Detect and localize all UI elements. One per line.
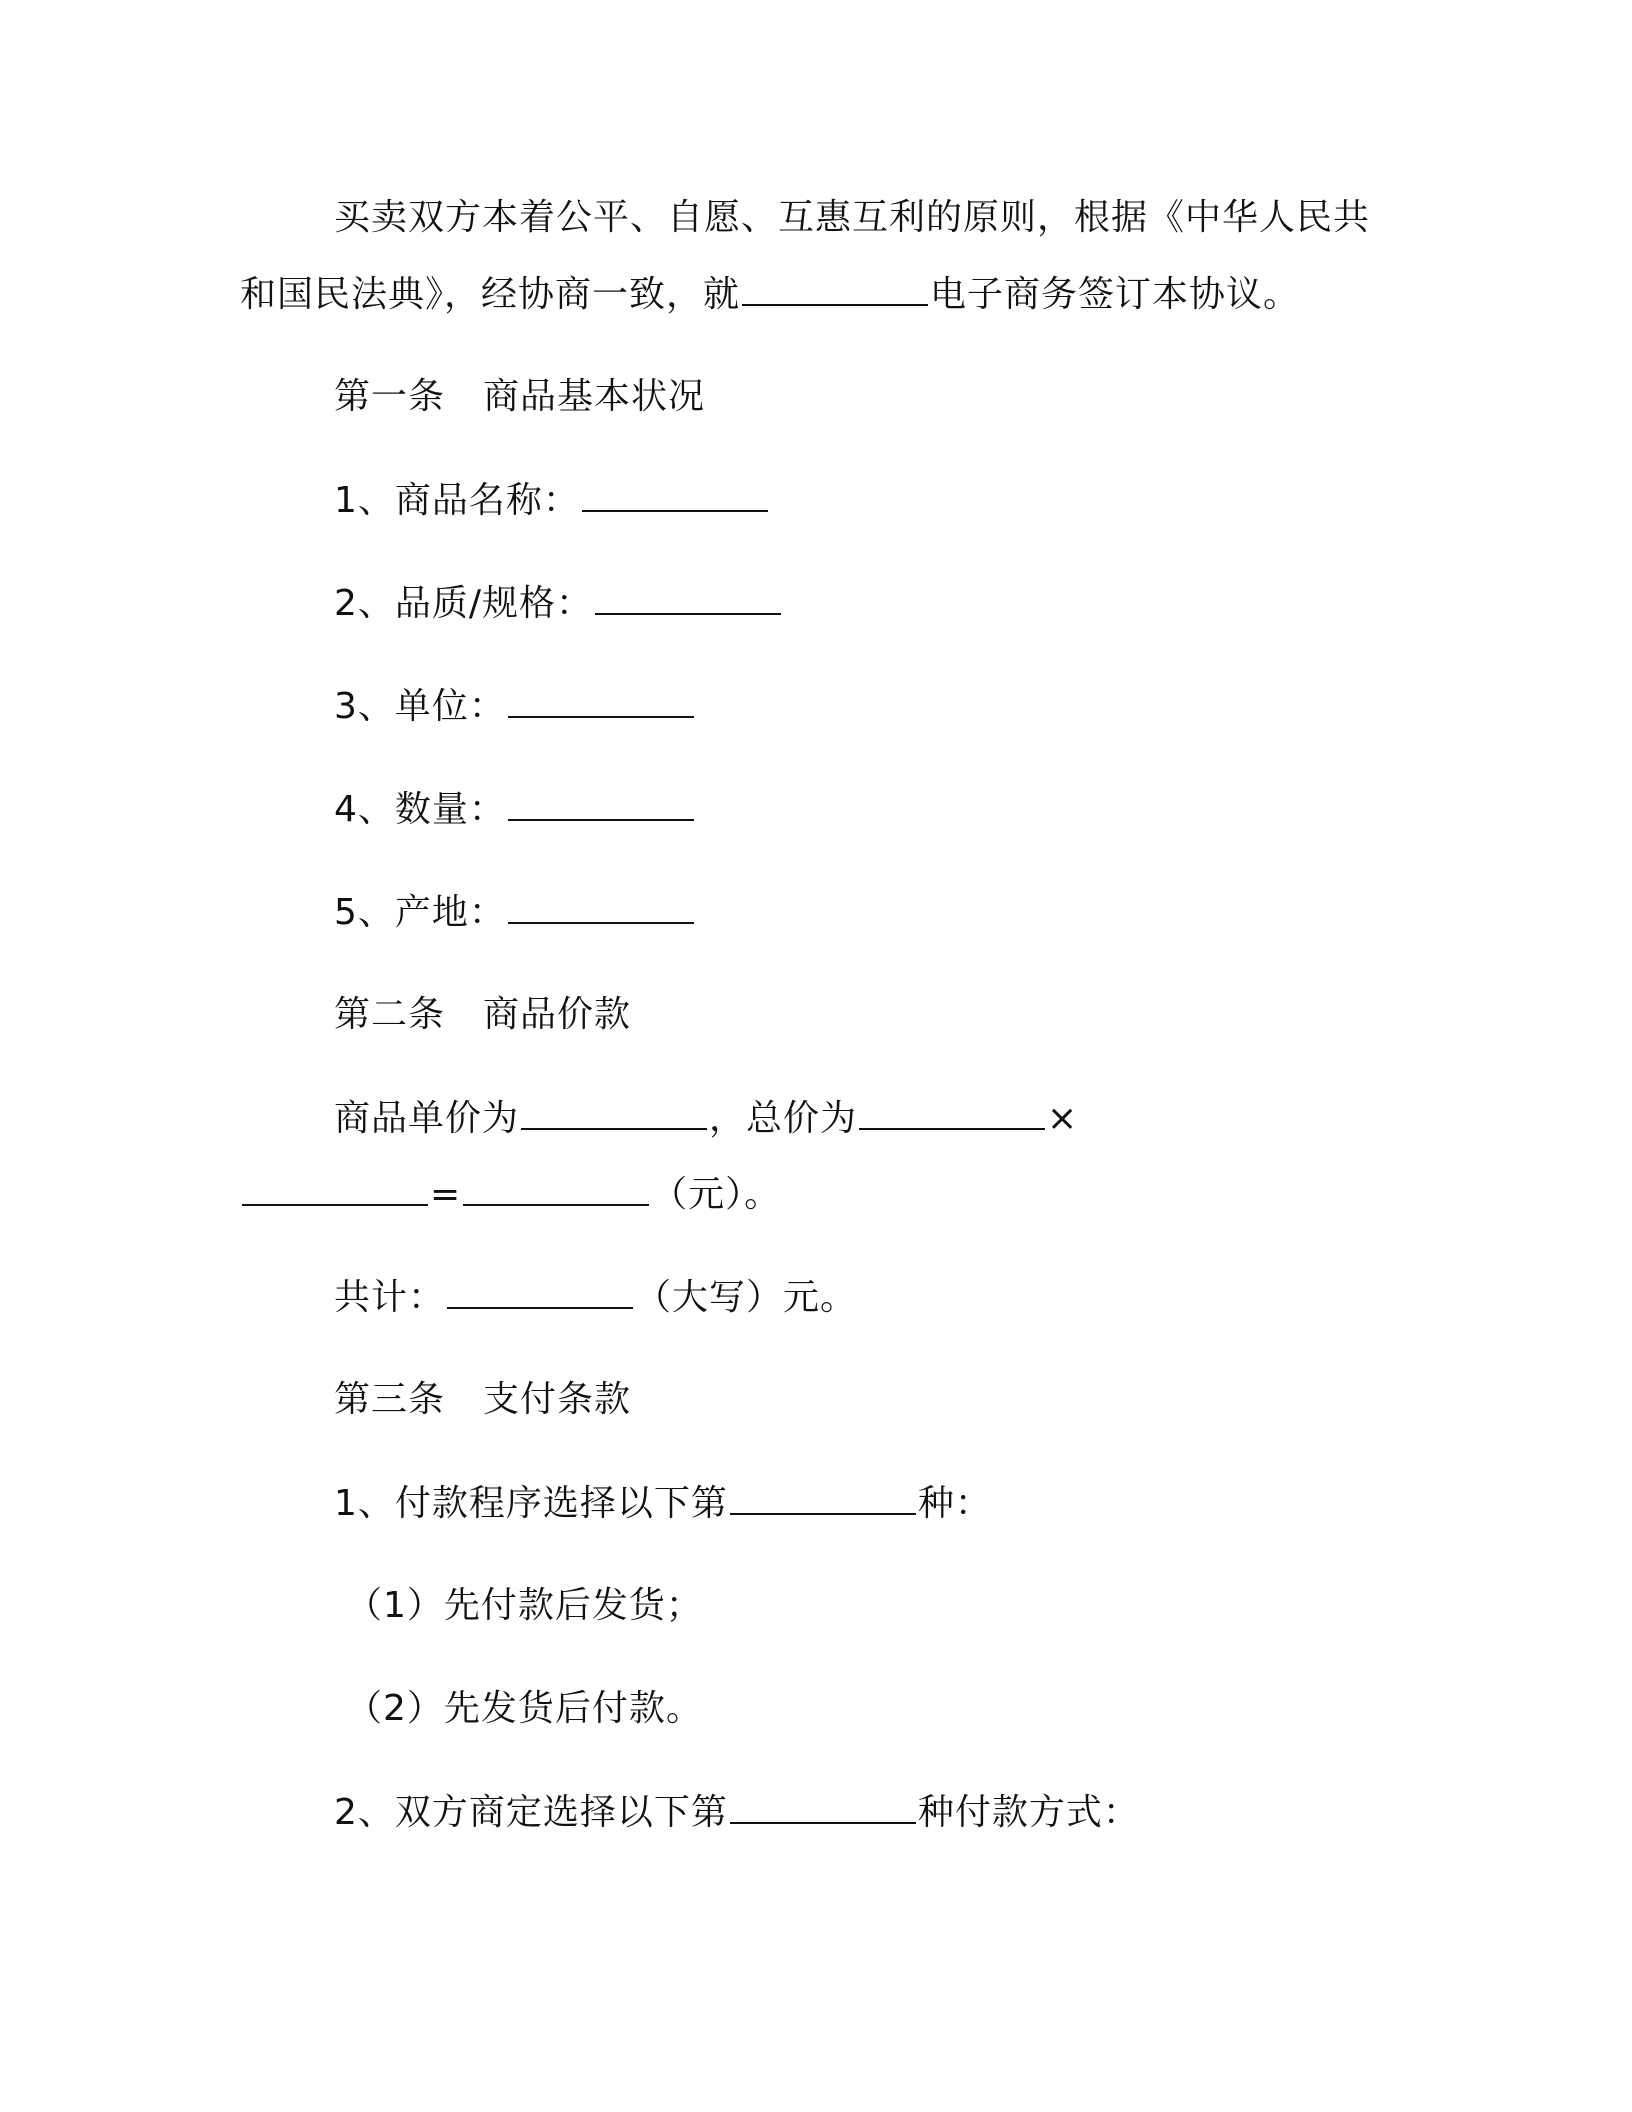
option-1-text: （1）先付款后发货； <box>346 1585 703 1626</box>
payment-procedure-label: 1、付款程序选择以下第 <box>334 1483 728 1524</box>
payment-method-line <box>334 1788 1140 1837</box>
total-price-blank-b[interactable] <box>242 1170 428 1206</box>
subject-blank[interactable] <box>742 270 928 306</box>
item-label-product-name: 1、商品名称： <box>334 480 580 521</box>
unit-blank[interactable] <box>508 682 694 718</box>
article-3-title: 支付条款 <box>483 1379 632 1420</box>
origin-blank[interactable] <box>508 888 694 924</box>
article-1-item-1 <box>334 476 770 525</box>
times-sign: × <box>1047 1098 1079 1139</box>
intro-text-2-pre: 和国民法典》，经协商一致，就 <box>240 274 741 315</box>
price-line-2 <box>240 1170 781 1219</box>
total-line <box>334 1273 857 1322</box>
article-1-item-2 <box>334 579 783 628</box>
intro-line-1 <box>334 194 1370 242</box>
option-1-line <box>346 1582 703 1630</box>
total-price-label: ，总价为 <box>709 1098 858 1139</box>
quantity-blank[interactable] <box>508 785 694 821</box>
total-price-blank-a[interactable] <box>859 1094 1045 1130</box>
intro-line-2 <box>240 270 1300 319</box>
intro-text-2-post: 电子商务签订本协议。 <box>930 274 1301 315</box>
equals-sign: = <box>430 1174 462 1215</box>
item-label-quality: 2、品质/规格： <box>334 583 594 624</box>
article-1-item-3 <box>334 682 696 731</box>
unit-price-label: 商品单价为 <box>334 1098 520 1139</box>
product-name-blank[interactable] <box>582 476 768 512</box>
quality-blank[interactable] <box>595 579 781 615</box>
payment-method-blank[interactable] <box>730 1788 916 1824</box>
article-1-heading <box>334 373 705 421</box>
option-2-line <box>346 1685 703 1733</box>
price-line-1 <box>334 1094 1078 1143</box>
item-label-unit: 3、单位： <box>334 686 506 727</box>
payment-method-suffix: 种付款方式： <box>917 1792 1140 1833</box>
payment-procedure-blank[interactable] <box>730 1479 916 1515</box>
total-capital-blank[interactable] <box>447 1273 633 1309</box>
intro-text-1: 买卖双方本着公平、自愿、互惠互利的原则，根据《中华人民共 <box>334 197 1371 238</box>
article-2-title: 商品价款 <box>483 994 632 1035</box>
payment-procedure-line <box>334 1479 992 1528</box>
payment-method-label: 2、双方商定选择以下第 <box>334 1792 728 1833</box>
article-2-heading <box>334 991 631 1039</box>
item-label-quantity: 4、数量： <box>334 789 506 830</box>
article-1-number: 第一条 <box>334 376 446 417</box>
option-2-text: （2）先发货后付款。 <box>346 1688 703 1729</box>
total-price-result-blank[interactable] <box>463 1170 649 1206</box>
item-label-origin: 5、产地： <box>334 892 506 933</box>
payment-procedure-suffix: 种： <box>917 1483 992 1524</box>
article-1-item-5 <box>334 888 696 937</box>
total-label: 共计： <box>334 1277 446 1318</box>
article-1-title: 商品基本状况 <box>483 376 706 417</box>
unit-price-blank[interactable] <box>521 1094 707 1130</box>
article-2-number: 第二条 <box>334 994 446 1035</box>
total-capital-suffix: （大写）元。 <box>635 1277 858 1318</box>
article-3-heading <box>334 1376 631 1424</box>
yuan-unit: （元）。 <box>651 1174 782 1215</box>
article-3-number: 第三条 <box>334 1379 446 1420</box>
article-1-item-4 <box>334 785 696 834</box>
